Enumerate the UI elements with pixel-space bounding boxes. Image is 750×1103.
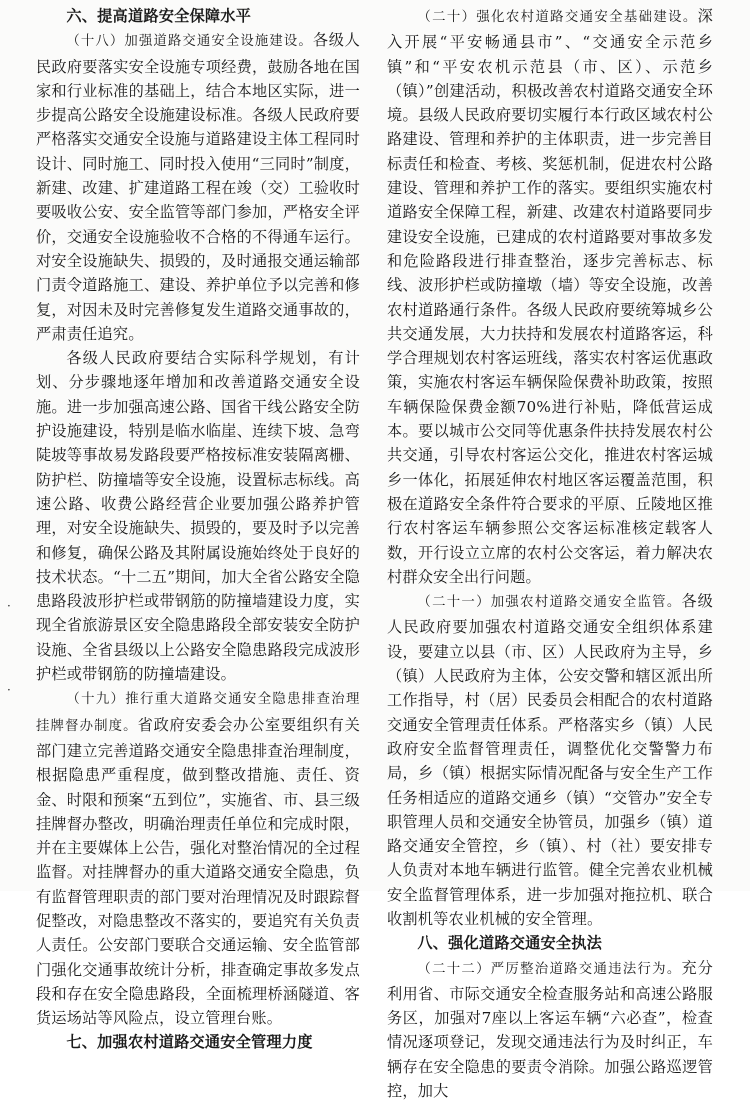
section-heading-8: 八、强化道路交通安全执法 bbox=[417, 934, 603, 953]
paragraph-20-title: （二十）强化农村道路交通安全基础建设。 bbox=[417, 10, 698, 25]
paragraph-22-title: （二十二）严厉整治道路交通违法行为。 bbox=[417, 961, 682, 977]
paragraph-20 bbox=[387, 4, 713, 589]
left-column bbox=[36, 4, 360, 1055]
section-heading-6: 六、提高道路安全保障水平 bbox=[66, 7, 252, 25]
margin-mark: · bbox=[7, 683, 11, 697]
paragraph-21-title: （二十一）加强农村道路交通安全监管。 bbox=[417, 595, 682, 611]
right-column bbox=[387, 4, 713, 1103]
paragraph-21 bbox=[387, 589, 713, 931]
paragraph-18-continued: 各级人民政府要结合实际科学规划，有计划、分步骤地逐年增加和改善道路交通安全设施。进一步加强高速公路、国省干线公路安全防护设施建设，特别是临水临崖、连续下坡、急弯陡坡等事故易发路段要严格按标准安装隔离栅、防护栏、防撞墙等安全设施，设置标志标线。高速公路、收费公路经营企业要加强公路养护管理，对安全设施缺失、损毁的，要及时予以完善和修复，确保公路及其附属设施始终处于良好的技术状态。“十二五”期间，加大全省公路安全隐患路段波形护栏或带钢筋的防撞墙建设力度，实现全省旅游景区安全隐患路段全部安装安全防护设施、全省县级以上公路安全隐患路段完成波形护栏或带钢筋的防撞墙建设。 bbox=[36, 349, 360, 684]
paragraph-18-title: （十八）加强道路交通安全设施建设。 bbox=[66, 34, 313, 50]
paragraph-18-body: 各级人民政府要落实安全设施专项经费，鼓励各地在国家和行业标准的基础上，结合本地区实际，进一步提高公路安全设施建设标准。各级人民政府要严格落实交通安全设施与道路建设主体工程同时设计、同时施工、同时投入使用“三同时”制度，新建、改建、扩建道路工程在竣（交）工验收时要吸收公安、安全监管等部门参加，严格安全评价，交通安全设施验收不合格的不得通车运行。对安全设施缺失、损毁的，及时通报交通运输部门责令道路施工、建设、养护单位予以完善和修复，对因未及时完善修复发生道路交通事故的，严肃责任追究。 bbox=[36, 31, 361, 343]
paragraph-19-title: （十九）推行重大道路交通安全隐患排查治理挂牌督办制度。 bbox=[36, 692, 360, 734]
paragraph-19-body: 省政府安委会办公室要组织有关部门建立完善道路交通安全隐患排查治理制度，根据隐患严重程度，做到整改措施、责任、资金、时限和预案“五到位”，实施省、市、县三级挂牌督办整改，明确治理责任单位和完成时限，并在主要媒体上公告，强化对整治情况的全过程监督。对挂牌督办的重大道路交通安全隐患，负有监督管理职责的部门要对治理情况及时跟踪督促整改，对隐患整改不落实的，要追究有关负责人责任。公安部门要联合交通运输、安全监管部门强化交通事故统计分析，排查确定事故多发点段和存在安全隐患路段，全面梳理桥涵隧道、客货运场站等风险点，设立管理台账。 bbox=[36, 715, 360, 1028]
margin-mark: · bbox=[7, 599, 11, 613]
paragraph-22-body: 充分利用省、市际交通安全检查服务站和高速公路服务区，加强对7座以上客运车辆“六必查”，检查情况逐项登记，发现交通违法行为及时纠正，车辆存在安全隐患的要责令消除。加强公路巡逻管控，加大 bbox=[387, 958, 713, 1101]
paragraph-21-body: 各级人民政府要加强农村道路交通安全组织体系建设，要建立以县（市、区）人民政府为主导，乡（镇）人民政府为主体，公安交警和辖区派出所工作指导，村（居）民委员会相配合的农村道路交通安全管理责任体系。严格落实乡（镇）人民政府安全监督管理责任，调整优化交警警力布局，乡（镇）根据实际情况配备与安全生产工作任务相适应的道路交通乡（镇）“交管办”安全专职管理人员和交通安全协管员，加强乡（镇）道路交通安全管控，乡（镇）、村（社）要安排专人负责对本地车辆进行监管。健全完善农业机械安全监督管理体系，进一步加强对拖拉机、联合收割机等农业机械的安全管理。 bbox=[387, 592, 713, 928]
section-heading-7: 七、加强农村道路交通安全管理力度 bbox=[66, 1033, 313, 1052]
paragraph-20-body: 深入开展“平安畅通县市”、“交通安全示范乡镇”和“平安农机示范县（市、区）、示范乡（镇）”创建活动，积极改善农村道路交通安全环境。县级人民政府要切实履行本行政区域农村公路建设、管理和养护的主体职责，进一步完善目标责任和检查、考核、奖惩机制，促进农村公路建设、管理和养护工作的落实。要组织实施农村道路安全保障工程，新建、改建农村道路要同步建设安全设施，已建成的农村道路要对事故多发和危险路段进行排查整治，逐步完善标志、标线、波形护栏或防撞墩（墙）等安全设施，改善农村道路通行条件。各级人民政府要统筹城乡公共交通发展，大力扶持和发展农村道路客运，科学合理规划农村客运班线，落实农村客运优惠政策，实施农村客运车辆保险保费补助政策，按照车辆保险保费金额70%进行补贴，降低营运成本。要以城市公交同等优惠条件扶持发展农村公共交通，引导农村客运公交化，推进农村客运城乡一体化，拓展延伸农村地区客运覆盖范围，积极在道路安全条件符合要求的平原、丘陵地区推行农村客运车辆参照公交客运标准核定载客人数，开行设立立席的农村公交客运，着力解决农村群众安全出行问题。 bbox=[387, 7, 713, 586]
paragraph-22 bbox=[387, 956, 713, 1103]
paragraph-19 bbox=[36, 686, 360, 1030]
paragraph-18 bbox=[36, 28, 360, 346]
